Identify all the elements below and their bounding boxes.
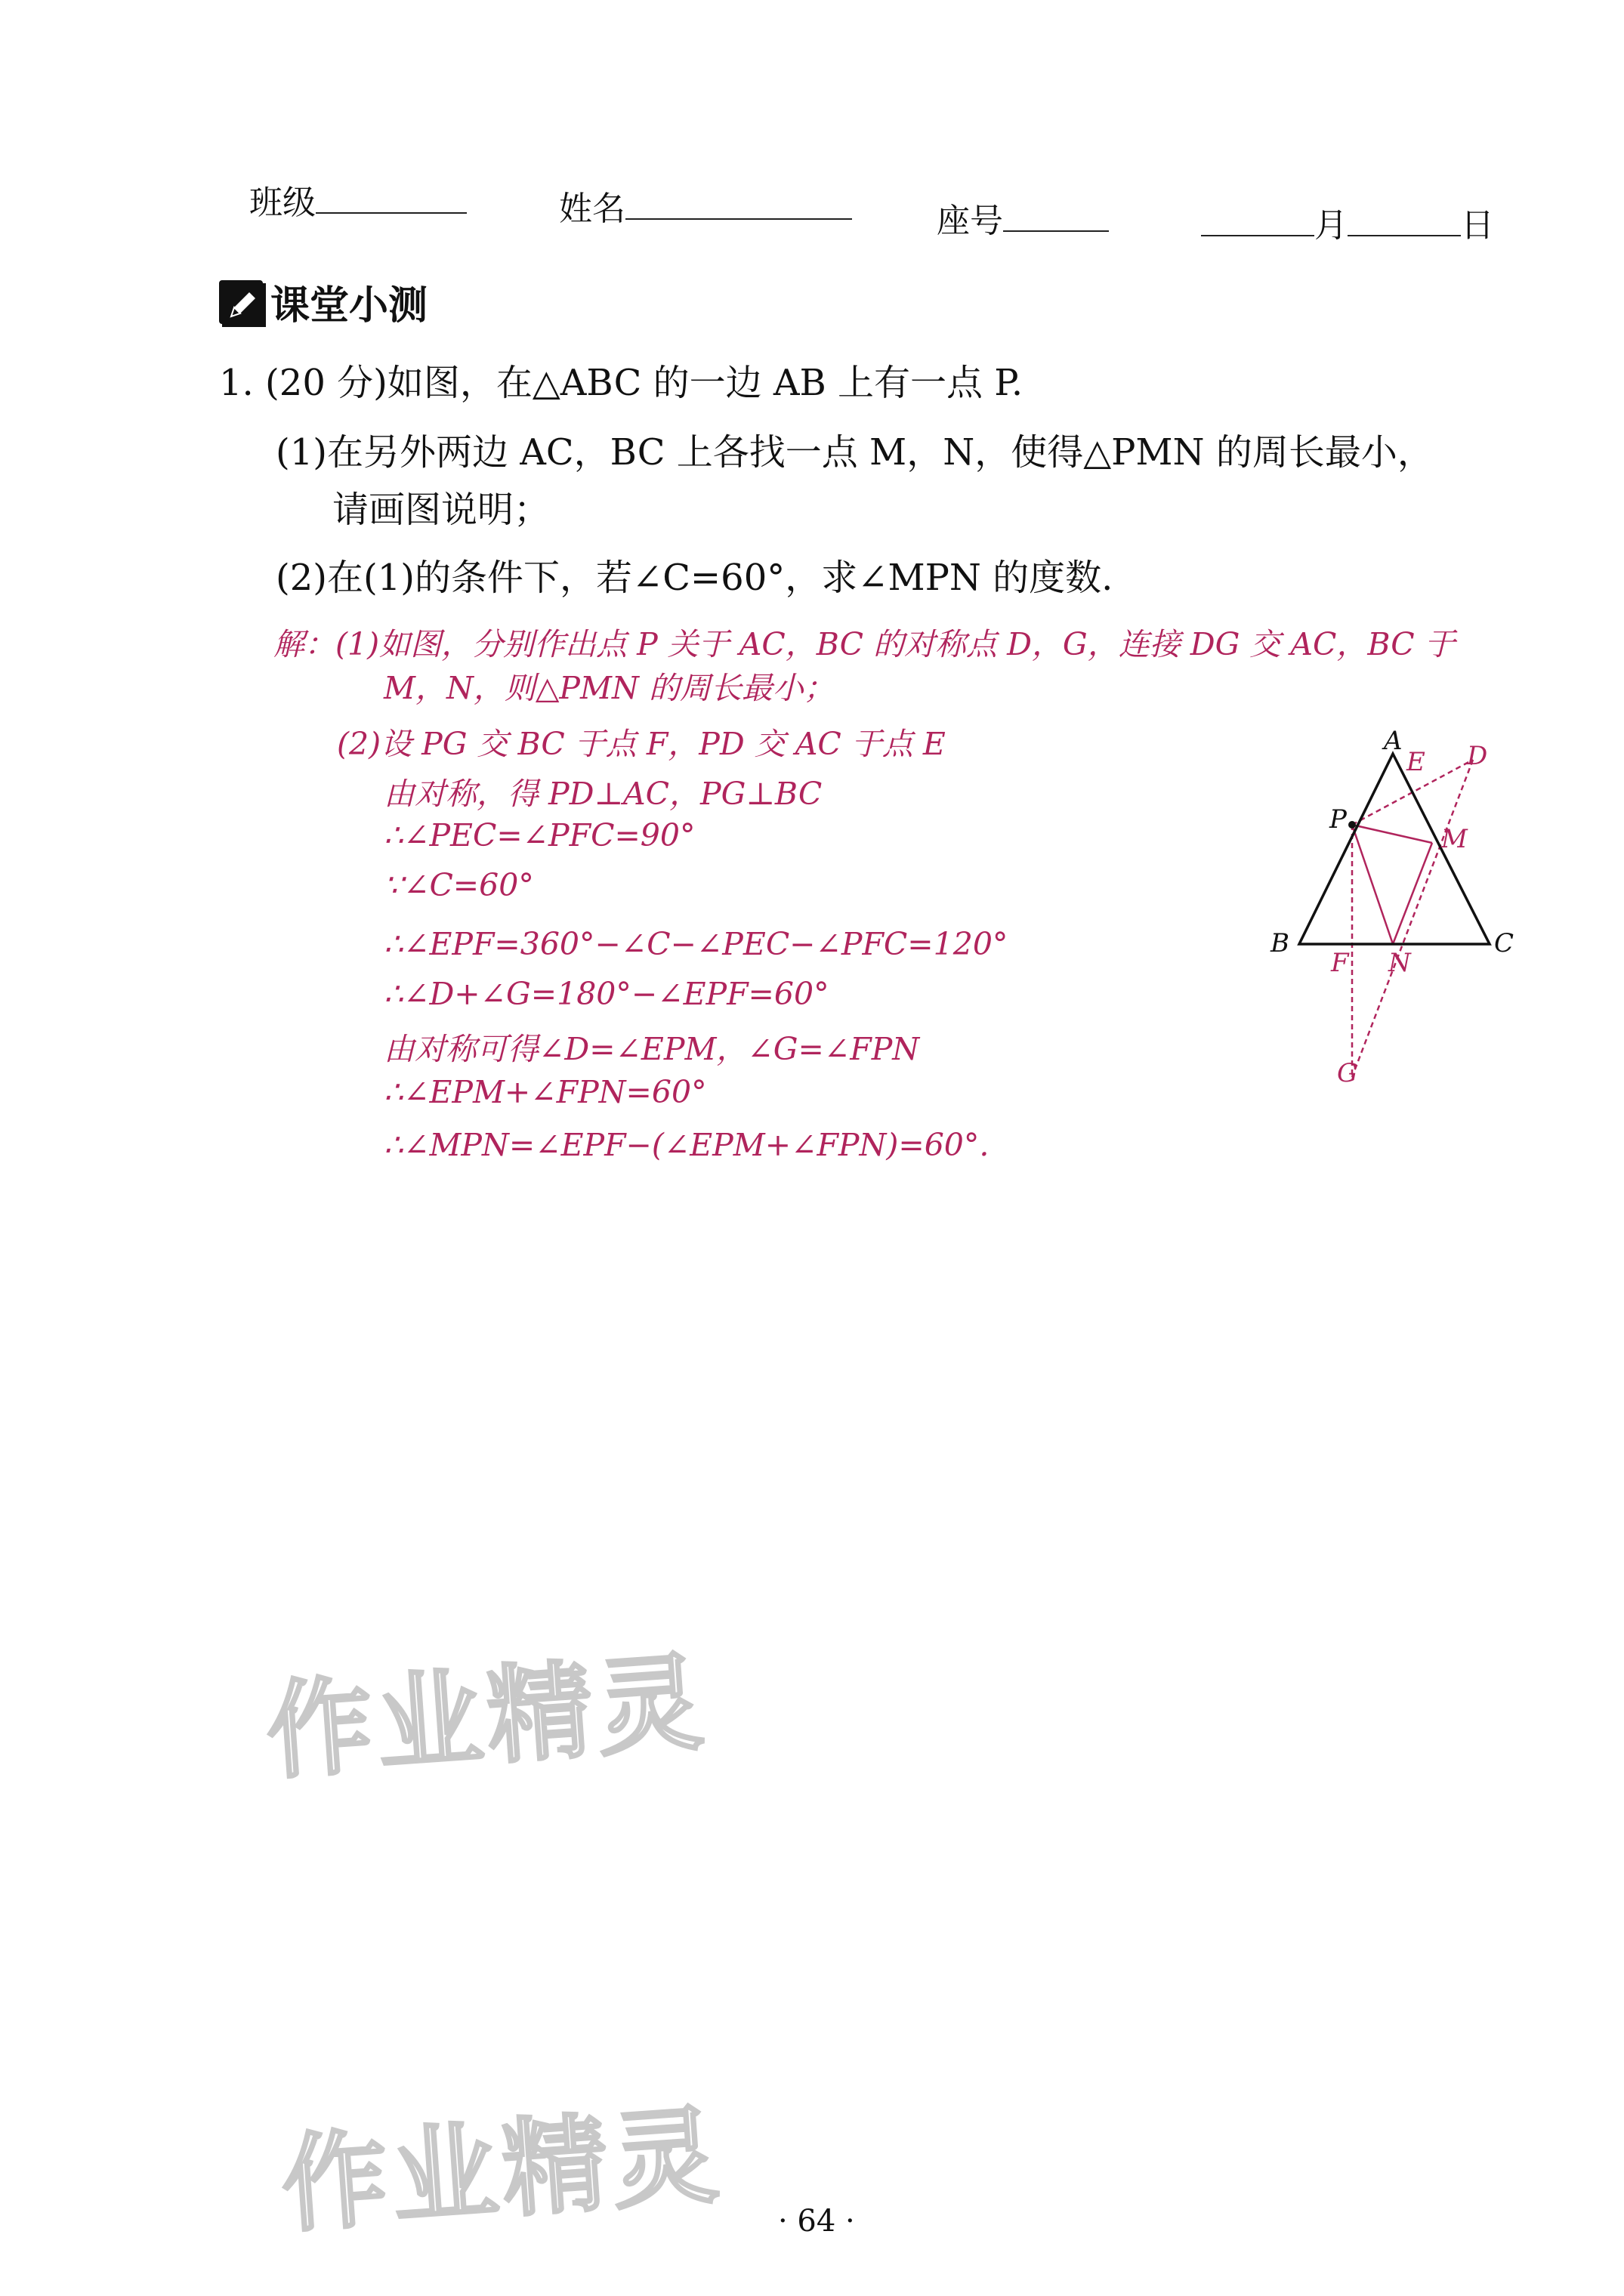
label-G: G — [1337, 1058, 1358, 1088]
solution-line-3: (2)设 PG 交 BC 于点 F，PD 交 AC 于点 E — [337, 726, 946, 762]
point-P — [1348, 821, 1356, 829]
name-label: 姓名 — [559, 190, 625, 228]
solution-line-4: 由对称，得 PD⊥AC，PG⊥BC — [384, 776, 823, 812]
page-number: · 64 · — [778, 2204, 855, 2239]
day-blank — [1348, 235, 1461, 236]
question-line-2: (1)在另外两边 AC，BC 上各找一点 M，N，使得△PMN 的周长最小， — [276, 431, 1434, 474]
section-heading — [219, 273, 428, 330]
solution-line-5: ∴∠PEC=∠PFC=90° — [384, 817, 696, 853]
solution-line-1: 解：(1)如图，分别作出点 P 关于 AC，BC 的对称点 D，G，连接 DG 交 AC，BC 于 — [273, 626, 1456, 662]
label-C: C — [1494, 928, 1514, 958]
label-B: B — [1270, 928, 1289, 958]
solution-line-8: ∴∠D+∠G=180°−∠EPF=60° — [384, 976, 829, 1012]
date-field — [1201, 198, 1494, 246]
watermark-1: 作业精灵 — [262, 1640, 712, 1795]
name-blank — [625, 218, 852, 220]
day-label: 日 — [1461, 206, 1494, 245]
solution-line-2: M，N，则△PMN 的周长最小； — [384, 670, 835, 706]
solution-line-11: ∴∠MPN=∠EPF−(∠EPM+∠FPN)=60°. — [384, 1127, 990, 1163]
solution-line-10: ∴∠EPM+∠FPN=60° — [384, 1074, 707, 1110]
pencil-icon — [219, 280, 263, 324]
class-blank — [316, 212, 467, 214]
month-label: 月 — [1314, 206, 1348, 245]
label-P: P — [1329, 804, 1347, 835]
label-D: D — [1467, 741, 1488, 771]
seat-blank — [1003, 230, 1109, 232]
segment-MN — [1393, 843, 1432, 944]
solution-line-7: ∴∠EPF=360°−∠C−∠PEC−∠PFC=120° — [384, 926, 1008, 962]
class-label: 班级 — [249, 184, 316, 222]
label-F: F — [1331, 948, 1349, 978]
month-blank — [1201, 235, 1314, 236]
label-A: A — [1384, 726, 1403, 756]
solution-line-6: ∵∠C=60° — [384, 867, 534, 903]
label-M: M — [1441, 824, 1468, 854]
label-E: E — [1406, 747, 1425, 777]
segment-PM — [1352, 825, 1432, 843]
class-field — [249, 175, 467, 224]
label-N: N — [1388, 948, 1411, 978]
watermark-2: 作业精灵 — [277, 2094, 727, 2248]
segment-PN — [1352, 825, 1393, 944]
geometry-figure — [1254, 725, 1526, 1103]
question-line-3: 请画图说明； — [332, 489, 551, 531]
seat-label: 座号 — [937, 202, 1003, 240]
solution-line-9: 由对称可得∠D=∠EPM，∠G=∠FPN — [384, 1031, 920, 1067]
question-line-1: 1. (20 分)如图，在△ABC 的一边 AB 上有一点 P. — [219, 362, 1023, 404]
section-title: 课堂小测 — [270, 282, 428, 329]
name-field — [559, 181, 852, 230]
question-line-4: (2)在(1)的条件下，若∠C=60°，求∠MPN 的度数. — [276, 557, 1113, 599]
segment-DG — [1352, 760, 1473, 1077]
seat-field — [937, 193, 1109, 242]
